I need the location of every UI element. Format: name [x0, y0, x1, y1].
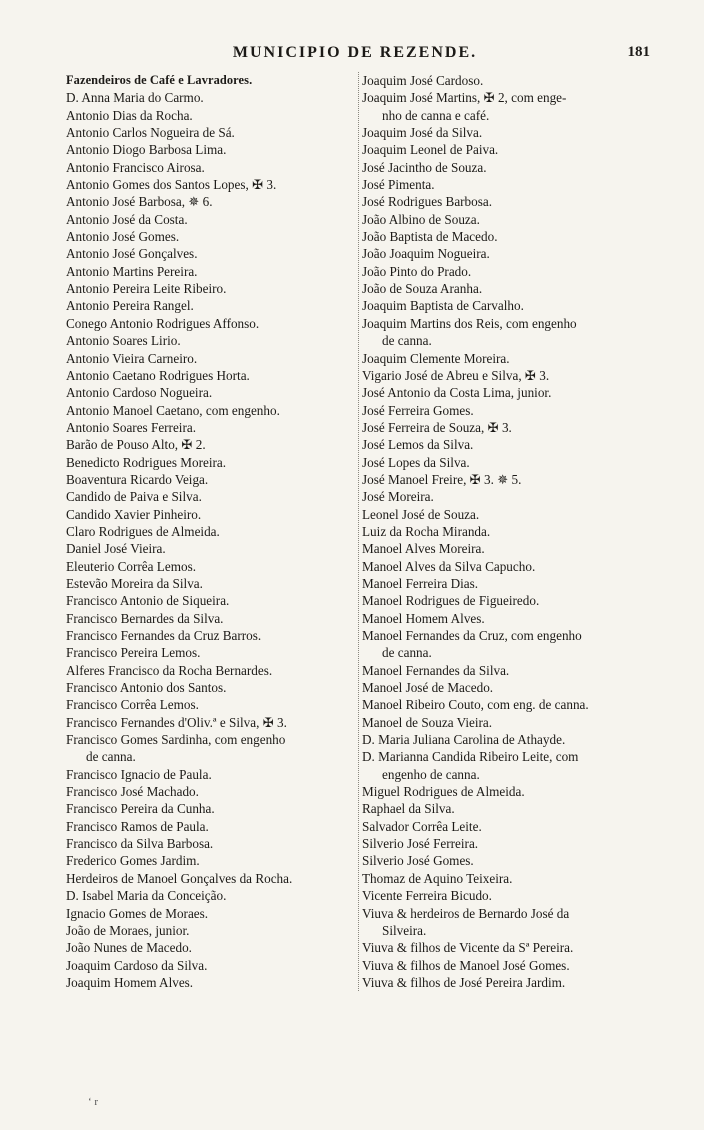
right-column-entry: Joaquim Leonel de Paiva. — [362, 142, 499, 158]
right-column-entry: Silverio José Ferreira. — [362, 836, 479, 852]
left-column-entry: Joaquim Homem Alves. — [66, 974, 194, 990]
left-column-entry: Daniel José Vieira. — [66, 541, 166, 557]
left-column-entry: Estevão Moreira da Silva. — [66, 575, 203, 591]
right-column-entry: José Jacintho de Souza. — [362, 159, 487, 175]
right-column-entry: José Lemos da Silva. — [362, 437, 474, 453]
right-column-entry: Manoel de Souza Vieira. — [362, 714, 493, 730]
left-column-entry: Claro Rodrigues de Almeida. — [66, 523, 220, 539]
left-column — [66, 72, 354, 991]
left-column-entry: Antonio Gomes dos Santos Lopes, ✠ 3. — [66, 177, 277, 193]
right-column-entry: Joaquim José Martins, ✠ 2, com enge- — [362, 90, 567, 106]
left-column-entry: Barão de Pouso Alto, ✠ 2. — [66, 437, 206, 453]
page-title: MUNICIPIO DE REZENDE. — [232, 44, 478, 61]
left-column-entry: Antonio Pereira Leite Ribeiro. — [66, 281, 227, 297]
right-column — [358, 72, 650, 991]
right-column-entry: Manoel Alves da Silva Capucho. — [362, 558, 536, 574]
right-column-entry: José Antonio da Costa Lima, junior. — [362, 385, 552, 401]
left-column-entry: Frederico Gomes Jardim. — [66, 853, 200, 869]
right-column-entry: João Pinto do Prado. — [362, 263, 472, 279]
left-column-entry: Benedicto Rodrigues Moreira. — [66, 454, 227, 470]
right-column-entry: José Ferreira Gomes. — [362, 402, 474, 418]
right-column-entry: José Rodrigues Barbosa. — [362, 194, 493, 210]
left-column-entry: Antonio Carlos Nogueira de Sá. — [66, 125, 235, 141]
left-column-entry: Antonio Diogo Barbosa Lima. — [66, 142, 227, 158]
right-column-entry: José Pimenta. — [362, 177, 435, 193]
right-column-entry: Leonel José de Souza. — [362, 506, 480, 522]
left-column-entry: Francisco Antonio dos Santos. — [66, 680, 227, 696]
left-column-entry: Antonio Cardoso Nogueira. — [66, 385, 213, 401]
page-header — [60, 44, 650, 66]
left-column-entry: Ignacio Gomes de Moraes. — [66, 905, 209, 921]
left-column-entry: Candido de Paiva e Silva. — [66, 489, 202, 505]
right-column-entry: Joaquim José da Silva. — [362, 125, 483, 141]
right-column-entry: Manoel Fernandes da Cruz, com engenho — [362, 628, 582, 643]
left-column-entry: Conego Antonio Rodrigues Affonso. — [66, 315, 260, 331]
left-column-entry: Antonio José Gomes. — [66, 229, 180, 245]
right-column-entry: Silverio José Gomes. — [362, 853, 474, 869]
right-column-entry: Viuva & filhos de Manoel José Gomes. — [362, 957, 570, 973]
left-column-entry: Antonio Martins Pereira. — [66, 263, 198, 279]
right-column-entry: José Manoel Freire, ✠ 3. ✵ 5. — [362, 471, 522, 487]
left-column-entry: Francisco Fernandes d'Oliv.ª e Silva, ✠ 3. — [66, 714, 287, 730]
left-column-entry: D. Anna Maria do Carmo. — [66, 90, 204, 106]
left-column-entry: Antonio José Gonçalves. — [66, 246, 198, 262]
right-column-entry: Thomaz de Aquino Teixeira. — [362, 870, 513, 886]
right-column-entry: Manoel Alves Moreira. — [362, 541, 485, 557]
right-column-entry: de canna. — [382, 645, 432, 661]
right-column-entry: Viuva & filhos de Vicente da Sª Pereira. — [362, 940, 574, 956]
right-column-entry: Luiz da Rocha Miranda. — [362, 523, 491, 539]
right-column-entry: engenho de canna. — [382, 766, 480, 782]
right-column-entry: José Lopes da Silva. — [362, 454, 470, 470]
left-column-entry: Francisco Pereira da Cunha. — [66, 801, 215, 817]
left-column-entry: Antonio Manoel Caetano, com engenho. — [66, 402, 280, 418]
left-column-entry: Francisco Gomes Sardinha, com engenho — [66, 732, 286, 748]
right-column-entry: Viuva & herdeiros de Bernardo José da — [362, 905, 570, 921]
right-column-entry: nho de canna e café. — [382, 107, 490, 123]
right-column-entry: José Moreira. — [362, 489, 434, 505]
left-column-entry: Francisco Antonio de Siqueira. — [66, 593, 230, 609]
right-column-entry: Joaquim José Cardoso. — [362, 73, 484, 88]
left-column-entry: Antonio Pereira Rangel. — [66, 298, 194, 314]
right-column-lines — [362, 72, 650, 991]
left-column-entry: Boaventura Ricardo Veiga. — [66, 471, 209, 487]
right-column-entry: Miguel Rodrigues de Almeida. — [362, 784, 525, 800]
right-column-entry: João Joaquim Nogueira. — [362, 246, 490, 262]
right-column-entry: Manoel Rodrigues de Figueiredo. — [362, 593, 540, 609]
left-column-entry: Francisco José Machado. — [66, 784, 199, 800]
left-column-entry: Antonio José Barbosa, ✵ 6. — [66, 194, 213, 210]
left-column-entry: Francisco da Silva Barbosa. — [66, 836, 214, 852]
left-column-entry: Joaquim Cardoso da Silva. — [66, 957, 208, 973]
left-column-entry: Francisco Ignacio de Paula. — [66, 766, 212, 782]
footer-mark: ‘ r — [88, 1096, 99, 1108]
right-column-entry: Joaquim Baptista de Carvalho. — [362, 298, 524, 314]
left-column-entry: Antonio José da Costa. — [66, 211, 188, 227]
right-column-entry: Manoel Homem Alves. — [362, 610, 485, 626]
left-column-entry: Antonio Caetano Rodrigues Horta. — [66, 367, 250, 383]
page-number: 181 — [627, 44, 650, 60]
right-column-entry: Manoel José de Macedo. — [362, 680, 494, 696]
right-column-entry: Silveira. — [382, 922, 427, 938]
left-column-entry: Antonio Francisco Airosa. — [66, 159, 205, 175]
left-column-entry: Candido Xavier Pinheiro. — [66, 506, 202, 522]
right-column-entry: D. Maria Juliana Carolina de Athayde. — [362, 732, 566, 748]
left-column-entry: Antonio Soares Lirio. — [66, 333, 181, 349]
right-column-entry: Vigario José de Abreu e Silva, ✠ 3. — [362, 367, 550, 383]
right-column-entry: João de Souza Aranha. — [362, 281, 483, 297]
right-column-entry: João Albino de Souza. — [362, 211, 480, 227]
left-column-entry: Antonio Vieira Carneiro. — [66, 350, 198, 366]
left-column-entry: Francisco Pereira Lemos. — [66, 645, 201, 661]
left-column-entry: Francisco Corrêa Lemos. — [66, 697, 199, 713]
left-column-entry: Antonio Dias da Rocha. — [66, 107, 193, 123]
right-column-entry: Manoel Fernandes da Silva. — [362, 662, 510, 678]
right-column-entry: Vicente Ferreira Bicudo. — [362, 888, 492, 904]
right-column-entry: Raphael da Silva. — [362, 801, 455, 817]
left-column-entry: Herdeiros de Manoel Gonçalves da Rocha. — [66, 870, 293, 886]
left-column-entry: João Nunes de Macedo. — [66, 940, 192, 956]
left-column-entry: Eleuterio Corrêa Lemos. — [66, 558, 196, 574]
right-column-entry: Manoel Ribeiro Couto, com eng. de canna. — [362, 697, 589, 713]
left-column-entry: Antonio Soares Ferreira. — [66, 419, 197, 435]
left-column-lines — [66, 89, 354, 991]
right-column-entry: Salvador Corrêa Leite. — [362, 818, 482, 834]
left-column-entry: Francisco Bernardes da Silva. — [66, 610, 224, 626]
right-column-entry: Manoel Ferreira Dias. — [362, 575, 479, 591]
left-column-entry: Alferes Francisco da Rocha Bernardes. — [66, 662, 273, 678]
left-column-entry: João de Moraes, junior. — [66, 922, 190, 938]
right-column-entry: João Baptista de Macedo. — [362, 229, 498, 245]
section-heading: Fazendeiros de Café e Lavradores. — [66, 73, 253, 87]
right-column-entry: José Ferreira de Souza, ✠ 3. — [362, 419, 512, 435]
right-column-entry: Joaquim Clemente Moreira. — [362, 350, 510, 366]
right-column-entry: D. Marianna Candida Ribeiro Leite, com — [362, 749, 579, 765]
left-column-entry: Francisco Fernandes da Cruz Barros. — [66, 628, 262, 643]
right-column-entry: Joaquim Martins dos Reis, com engenho — [362, 315, 577, 331]
left-column-entry: D. Isabel Maria da Conceição. — [66, 888, 227, 904]
left-column-entry: Francisco Ramos de Paula. — [66, 818, 209, 834]
left-column-entry: de canna. — [86, 749, 136, 765]
right-column-entry: Viuva & filhos de José Pereira Jardim. — [362, 974, 566, 990]
right-column-entry: de canna. — [382, 333, 432, 349]
